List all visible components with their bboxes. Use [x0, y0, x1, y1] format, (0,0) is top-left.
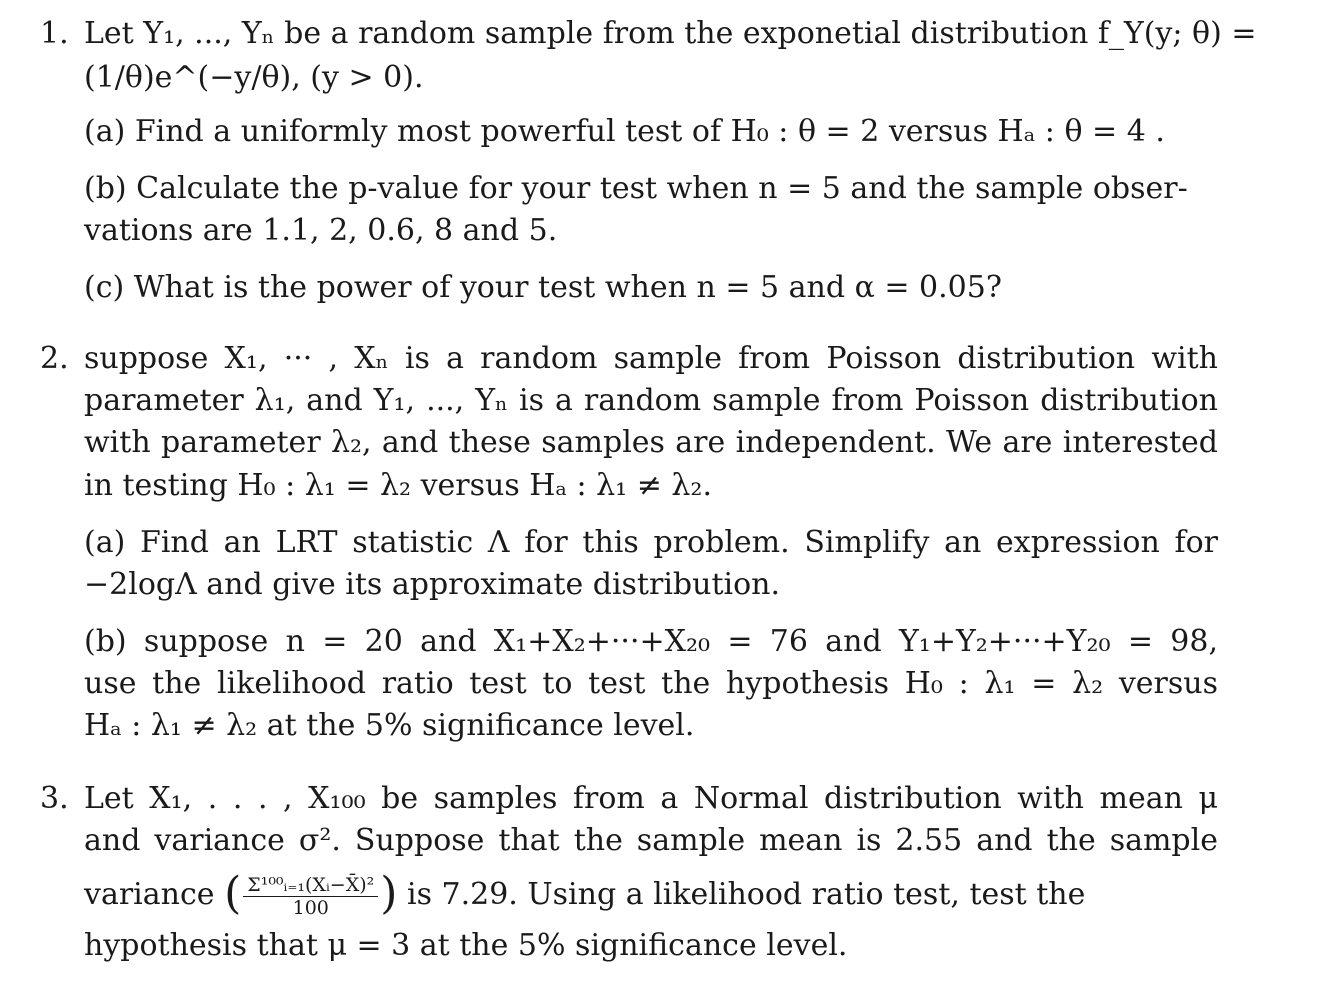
problem-2-line-3: with parameter λ₂, and these samples are independent. We are interested [84, 425, 1218, 460]
problem-2-part-b-line-3: Hₐ : λ₁ ≠ λ₂ at the 5% significance level. [84, 708, 695, 743]
problem-1-part-c: (c) What is the power of your test when n = 5 and α = 0.05? [84, 270, 1002, 305]
problem-2-line-2: parameter λ₁, and Y₁, ..., Yₙ is a random sample from Poisson distribution [84, 383, 1218, 418]
variance-value-text: is 7.29. Using a likelihood ratio test, test the [406, 877, 1086, 912]
problem-2-line-4: in testing H₀ : λ₁ = λ₂ versus Hₐ : λ₁ ≠ λ₂. [84, 468, 712, 503]
problem-3-number: 3. [40, 781, 69, 816]
problem-2-part-b-line-2: use the likelihood ratio test to test the hypothesis H₀ : λ₁ = λ₂ versus [84, 666, 1218, 701]
problem-1-line-2: (1/θ)e^(−y/θ), (y > 0). [84, 60, 424, 95]
problem-1-number: 1. [40, 16, 69, 51]
problem-1-part-b-line-2: vations are 1.1, 2, 0.6, 8 and 5. [84, 213, 558, 248]
problem-2-number: 2. [40, 341, 69, 376]
problem-3-line-4: hypothesis that μ = 3 at the 5% significance level. [84, 928, 848, 963]
problem-2-part-b-line-1: (b) suppose n = 20 and X₁+X₂+···+X₂₀ = 76 and Y₁+Y₂+···+Y₂₀ = 98, [84, 624, 1218, 659]
problem-1-part-a: (a) Find a uniformly most powerful test of H₀ : θ = 2 versus Hₐ : θ = 4 . [84, 114, 1165, 149]
problem-3-line-3 [84, 866, 1220, 922]
problem-2-part-a-line-2: −2logΛ and give its approximate distribution. [84, 567, 781, 602]
left-paren: ( [224, 868, 242, 919]
right-paren: ) [380, 868, 398, 919]
sample-variance-fraction [243, 874, 378, 919]
problem-3-line-2: and variance σ². Suppose that the sample mean is 2.55 and the sample [84, 823, 1218, 858]
variance-label: variance [84, 877, 215, 912]
problem-2-part-a-line-1: (a) Find an LRT statistic Λ for this problem. Simplify an expression for [84, 525, 1218, 560]
fraction-numerator: Σ¹⁰⁰ᵢ₌₁(Xᵢ−X̄)² [243, 874, 378, 897]
problem-2-line-1: suppose X₁, ··· , Xₙ is a random sample from Poisson distribution with [84, 341, 1218, 376]
problem-1-line-1: Let Y₁, ..., Yₙ be a random sample from the exponetial distribution f_Y(y; θ) = [84, 16, 1257, 51]
problem-1-part-b-line-1: (b) Calculate the p-value for your test when n = 5 and the sample obser- [84, 171, 1188, 206]
problem-3-line-1: Let X₁, . . . , X₁₀₀ be samples from a Normal distribution with mean μ [84, 781, 1218, 816]
fraction-denominator: 100 [292, 896, 329, 919]
